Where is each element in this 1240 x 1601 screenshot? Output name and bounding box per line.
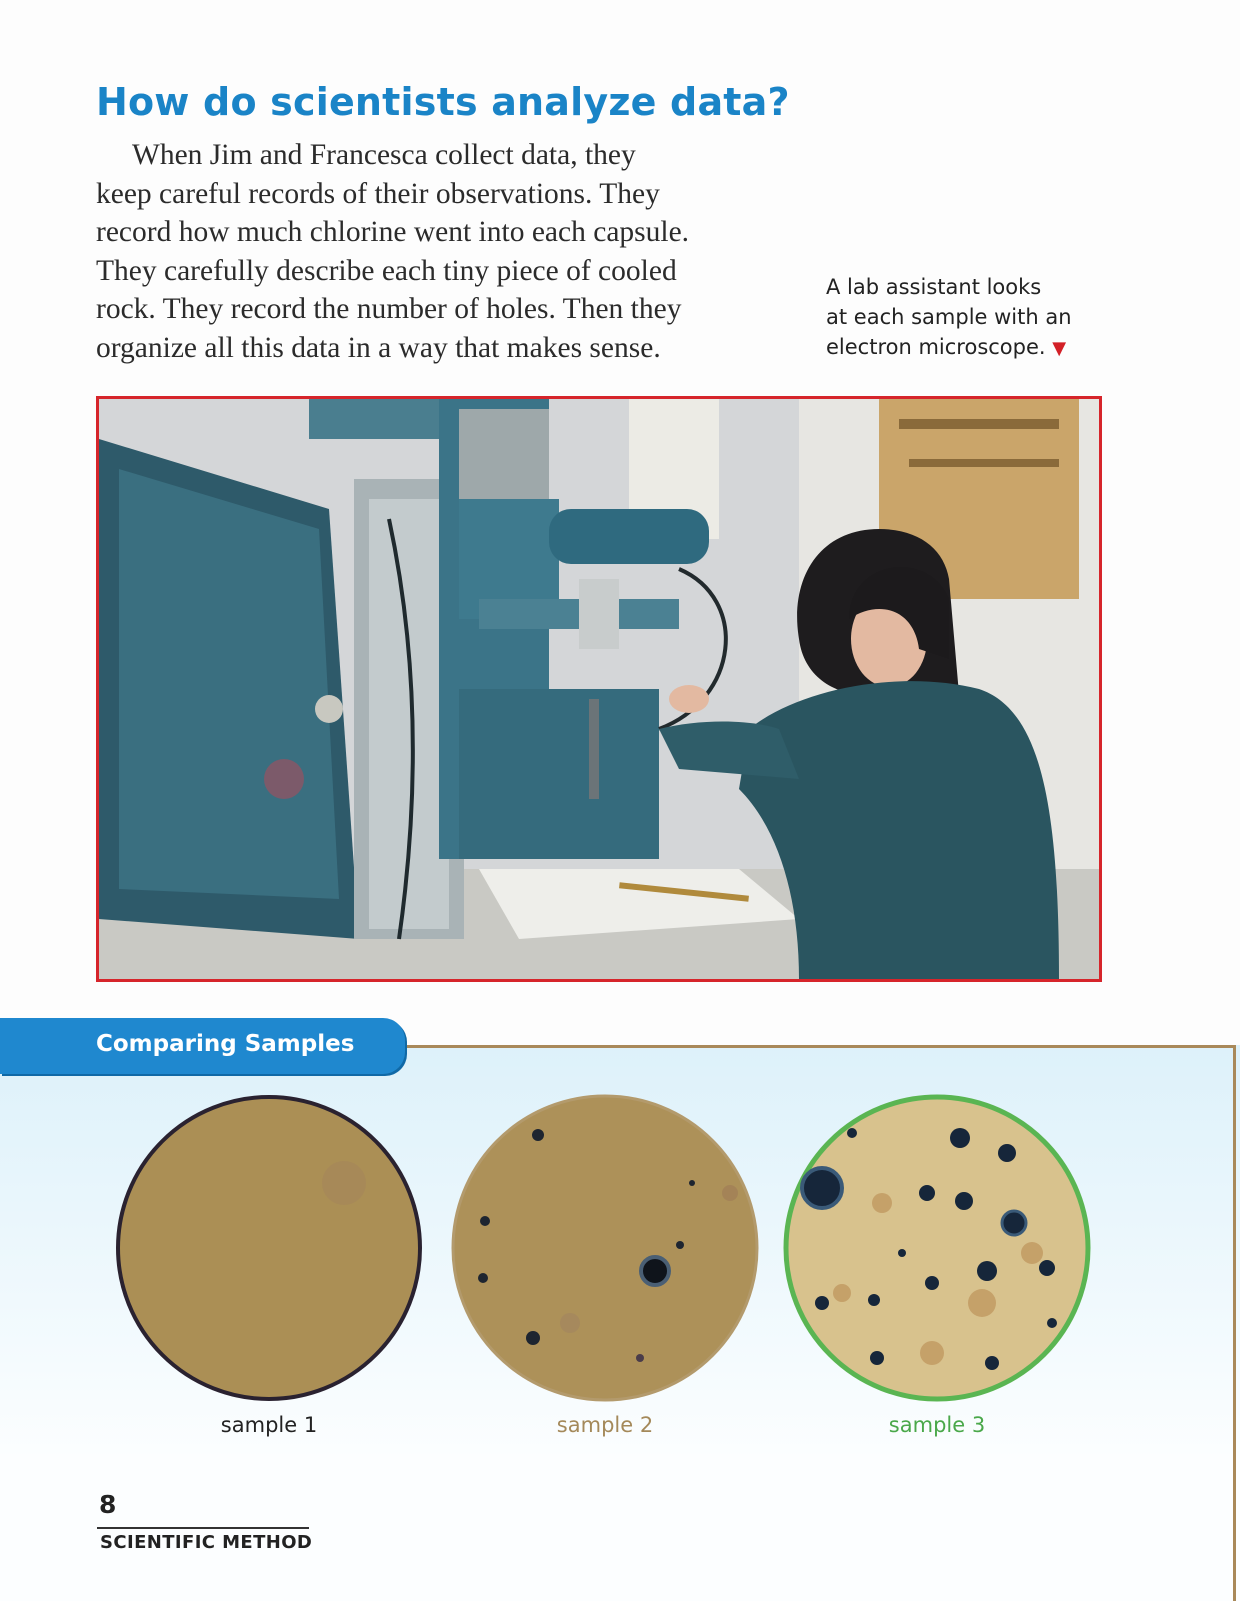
section-title: Comparing Samples — [96, 1031, 355, 1057]
sample-1 — [109, 1093, 429, 1437]
body-paragraph — [96, 136, 786, 367]
sample-2-label: sample 2 — [556, 1413, 654, 1437]
photo-caption — [826, 272, 1126, 364]
lab-photo — [96, 396, 1102, 982]
page-heading: How do scientists analyze data? — [96, 80, 790, 124]
sample-3 — [777, 1093, 1097, 1437]
footer-label: SCIENTIFIC METHOD — [100, 1532, 313, 1553]
body-line: They carefully describe each tiny piece of cooled — [96, 254, 677, 287]
body-line: When Jim and Francesca collect data, they — [132, 139, 636, 171]
sample-2-image — [450, 1093, 760, 1403]
footer-rule — [97, 1527, 309, 1529]
sample-3-label: sample 3 — [888, 1413, 986, 1437]
sample-3-image — [782, 1093, 1092, 1403]
body-line: organize all this data in a way that makes sense. — [96, 331, 661, 364]
body-line: rock. They record the number of holes. Then they — [96, 293, 682, 325]
electron-microscope-illustration — [99, 399, 1099, 979]
caption-line — [826, 332, 1126, 364]
down-triangle-icon: ▼ — [1052, 338, 1067, 359]
body-line: record how much chlorine went into each capsule. — [96, 216, 690, 248]
caption-line: at each sample with an — [826, 305, 1072, 329]
sample-1-image — [114, 1093, 424, 1403]
sample-1-label: sample 1 — [220, 1413, 318, 1437]
caption-line: A lab assistant looks — [826, 275, 1042, 299]
caption-line-text: electron microscope. — [826, 335, 1046, 359]
page-number: 8 — [99, 1490, 117, 1519]
sample-2 — [445, 1093, 765, 1437]
body-line: keep careful records of their observations. They — [96, 177, 660, 210]
